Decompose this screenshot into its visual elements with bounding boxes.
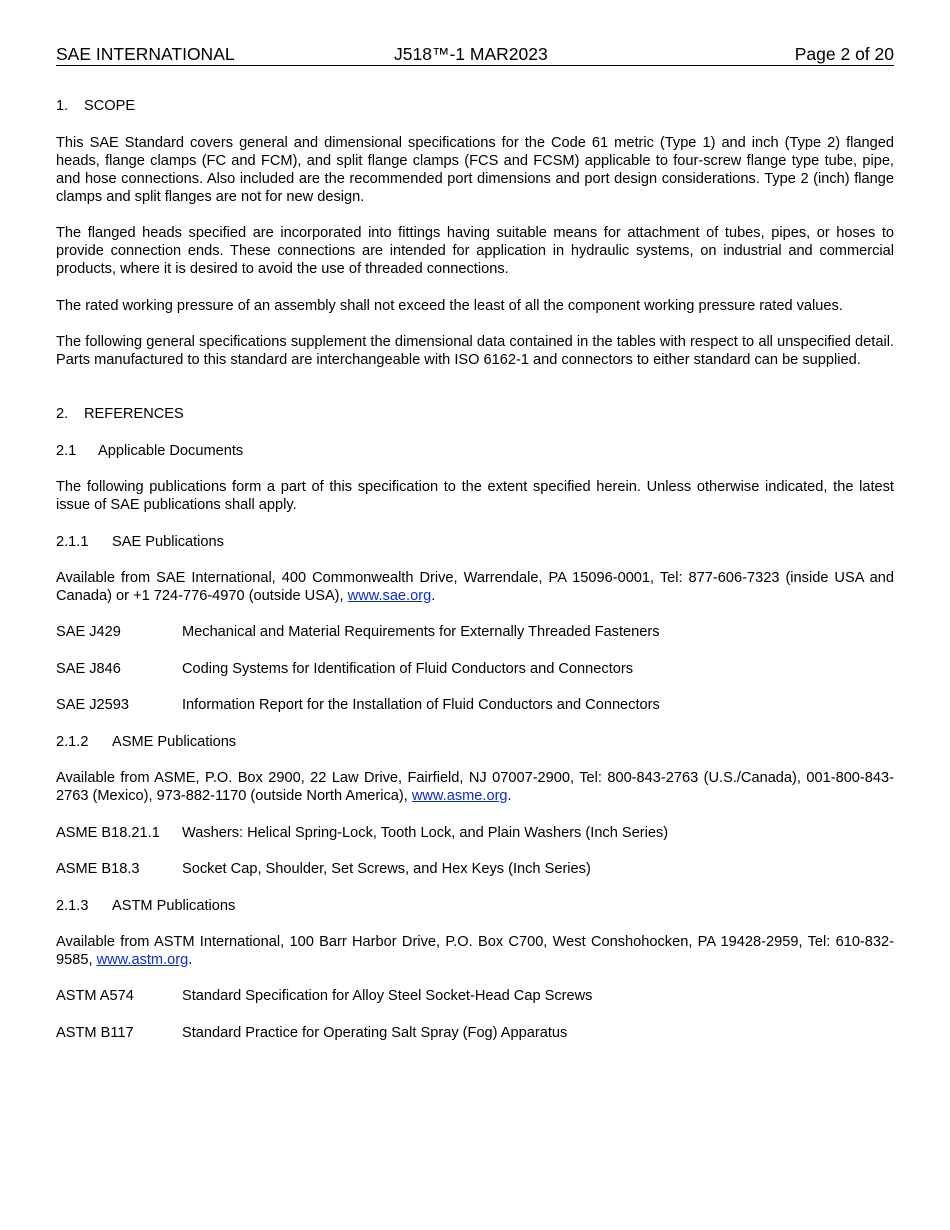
astm-website-link[interactable]: www.astm.org <box>96 952 189 968</box>
asme-availability-paragraph: Available from ASME, P.O. Box 2900, 22 Law Drive, Fairfield, NJ 07007-2900, Tel: 800-843-2763 (U.S./Canada), 001-800-843-2763 (Mexico), 973-882-1170 (outside North America), www.asme.org. <box>56 770 894 804</box>
scope-paragraph-2: The flanged heads specified are incorporated into fittings having suitable means for attachment of tubes, pipes, or hoses to provide connection ends. These connections are intended for application in hydraulic systems, on industrial and commercial products, where it is desired to avoid the use of threaded connections. <box>56 225 894 277</box>
header-document-id: J518™-1 MAR2023 <box>394 44 548 64</box>
reference-item: ASME B18.3 Socket Cap, Shoulder, Set Screws, and Hex Keys (Inch Series) <box>56 861 591 877</box>
reference-item: SAE J429 Mechanical and Material Requirements for Externally Threaded Fasteners <box>56 624 660 640</box>
subsection-heading-astm: 2.1.3 ASTM Publications <box>56 898 236 914</box>
reference-item: ASME B18.21.1 Washers: Helical Spring-Lock, Tooth Lock, and Plain Washers (Inch Series) <box>56 825 669 841</box>
header-organization: SAE INTERNATIONAL <box>56 44 235 64</box>
reference-item: SAE J2593 Information Report for the Installation of Fluid Conductors and Connectors <box>56 697 660 713</box>
reference-item: ASTM B117 Standard Practice for Operating Salt Spray (Fog) Apparatus <box>56 1025 568 1041</box>
scope-paragraph-1: This SAE Standard covers general and dimensional specifications for the Code 61 metric (Type 1) and inch (Type 2) flanged heads, flange clamps (FC and FCM), and split flange clamps (FCS and FCSM) applicable to four-screw flange type tube, pipe, and hose connections. Also included are the recommended port dimensions and port design considerations. Type 2 (inch) flange clamps and split flanges are not for new design. <box>56 135 894 205</box>
subsection-heading-sae: 2.1.1 SAE Publications <box>56 534 224 550</box>
section-heading-scope: 1. SCOPE <box>56 98 136 114</box>
reference-item: ASTM A574 Standard Specification for Alloy Steel Socket-Head Cap Screws <box>56 988 593 1004</box>
page-header <box>56 43 894 66</box>
astm-availability-paragraph: Available from ASTM International, 100 Barr Harbor Drive, P.O. Box C700, West Conshohocken, PA 19428-2959, Tel: 610-832-9585, www.astm.org. <box>56 934 894 968</box>
scope-paragraph-4: The following general specifications supplement the dimensional data contained in the tables with respect to all unspecified detail. Parts manufactured to this standard are interchangeable with ISO 6162-1 and connectors to either standard can be supplied. <box>56 334 894 368</box>
section-heading-references: 2. REFERENCES <box>56 406 184 422</box>
asme-website-link[interactable]: www.asme.org <box>411 788 508 804</box>
subsection-heading-asme: 2.1.2 ASME Publications <box>56 734 237 750</box>
sae-availability-paragraph: Available from SAE International, 400 Commonwealth Drive, Warrendale, PA 15096-0001, Tel: 877-606-7323 (inside USA and Canada) or +1 724-776-4970 (outside USA), www.sae.org. <box>56 570 894 604</box>
subsection-heading-applicable-documents: 2.1 Applicable Documents <box>56 443 244 459</box>
applicable-documents-paragraph: The following publications form a part of this specification to the extent specified herein. Unless otherwise indicated, the latest issue of SAE publications shall apply. <box>56 479 894 513</box>
reference-item: SAE J846 Coding Systems for Identification of Fluid Conductors and Connectors <box>56 661 634 677</box>
sae-website-link[interactable]: www.sae.org <box>347 588 432 604</box>
header-page-number: Page 2 of 20 <box>794 44 894 64</box>
scope-paragraph-3: The rated working pressure of an assembly shall not exceed the least of all the component working pressure rated values. <box>56 298 843 314</box>
